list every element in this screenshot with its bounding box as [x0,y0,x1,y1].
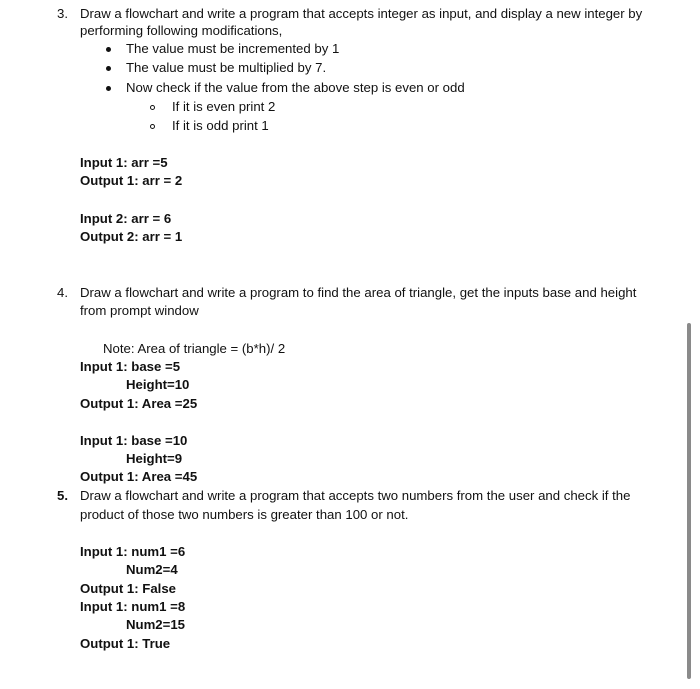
q4-text-line2: from prompt window [80,303,199,318]
hollow-bullet-icon [150,105,155,110]
value: Area =45 [141,469,198,484]
value: num1 =8 [131,599,186,614]
label: Input 2: [80,211,128,226]
label: Output 1: [80,581,139,596]
label: Output 1: [80,396,139,411]
q3-example1-output [80,173,182,189]
q5-text-line2: product of those two numbers is greater than 100 or not. [80,507,409,522]
label: Input 1: [80,599,128,614]
vertical-scrollbar-thumb[interactable] [687,323,691,679]
label: Output 1: [80,469,139,484]
q3-sub-2 [150,118,269,134]
q5-example1-output [80,581,176,597]
value: arr =5 [131,155,168,170]
q4-note: Note: Area of triangle = (b*h)/ 2 [103,341,286,356]
q5-example2-output [80,636,170,652]
label: Output 2: [80,229,139,244]
value: base =10 [131,433,188,448]
label: Output 1: [80,636,139,651]
q4-example2-output [80,469,197,485]
q4-example2-height: Height=9 [126,451,183,466]
label: Input 1: [80,544,128,559]
q4-text-line1: Draw a flowchart and write a program to find the area of triangle, get the inputs base and height [80,285,637,300]
q3-bullet-2-text: The value must be multiplied by 7. [126,60,327,75]
bullet-icon [106,66,111,71]
value: arr = 2 [142,173,183,188]
q3-sub-2-text: If it is odd print 1 [172,118,269,133]
q4-example1-input [80,359,180,375]
q3-text-line2: performing following modifications, [80,23,283,38]
label: Output 1: [80,173,139,188]
q5-example2-input [80,599,185,615]
q3-example1-input [80,155,168,171]
q4-example1-height: Height=10 [126,377,190,392]
value: False [142,581,177,596]
q5-number: 5. [57,488,68,503]
value: arr = 6 [131,211,172,226]
value: True [142,636,171,651]
q3-sub-1-text: If it is even print 2 [172,99,276,114]
q5-text-line1: Draw a flowchart and write a program that accepts two numbers from the user and check if the [80,488,631,503]
bullet-icon [106,47,111,52]
q5-example1-num2: Num2=4 [126,562,178,577]
q3-bullet-2 [106,60,327,76]
q3-bullet-1-text: The value must be incremented by 1 [126,41,340,56]
q4-example1-output [80,396,197,412]
q3-example2-input [80,211,171,227]
q3-example2-output [80,229,182,245]
label: Input 1: [80,155,128,170]
q3-bullet-1 [106,41,340,57]
q5-example2-num2: Num2=15 [126,617,186,632]
label: Input 1: [80,433,128,448]
q4-number: 4. [57,285,68,300]
q3-sub-1 [150,99,276,115]
q3-number: 3. [57,6,68,21]
q3-bullet-3 [106,80,465,96]
q3-bullet-3-text: Now check if the value from the above step is even or odd [126,80,465,95]
value: num1 =6 [131,544,186,559]
bullet-icon [106,86,111,91]
hollow-bullet-icon [150,124,155,129]
q4-example2-input [80,433,187,449]
q3-text-line1: Draw a flowchart and write a program that accepts integer as input, and display a new integer by [80,6,643,21]
value: Area =25 [141,396,198,411]
value: arr = 1 [142,229,183,244]
label: Input 1: [80,359,128,374]
value: base =5 [131,359,181,374]
q5-example1-input [80,544,185,560]
